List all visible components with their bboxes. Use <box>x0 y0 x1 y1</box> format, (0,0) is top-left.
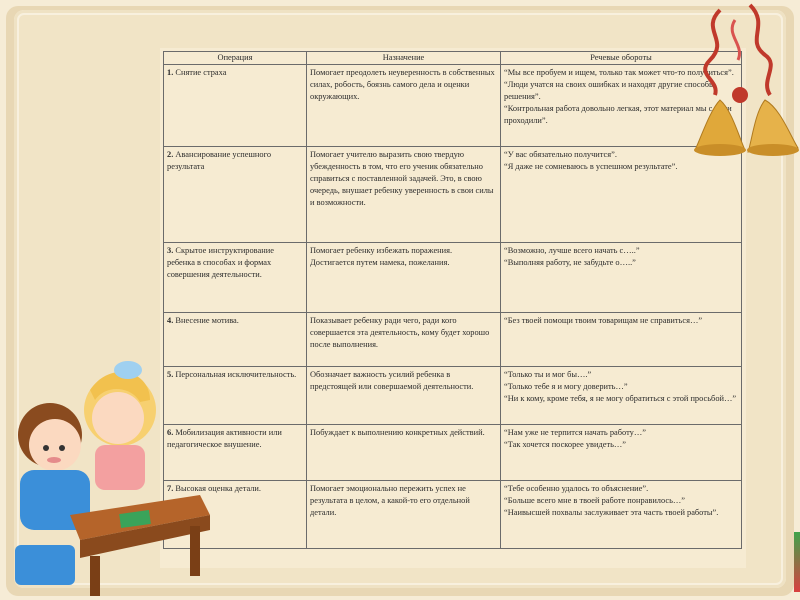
phrase-line: “Люди учатся на своих ошибках и находят другие способы решения”. <box>504 80 715 101</box>
purpose-cell: Помогает учителю выразить свою твердую убежденность в том, что его ученик обязательно справиться с поставленной задачей. Это, в свою очередь, внушает ребенку уверенность в свои силы и возможности. <box>307 147 501 243</box>
phrase-line: “Ни к кому, кроме тебя, я не могу обратиться с этой просьбой…” <box>504 394 737 403</box>
phrase-line: “Так хочется поскорее увидеть…” <box>504 440 627 449</box>
table-row <box>164 313 742 367</box>
phrase-line: “Без твоей помощи твоим товарищам не справиться…” <box>504 316 703 325</box>
phrase-line: “Мы все пробуем и ищем, только так может что-то получиться”. <box>504 68 734 77</box>
header-operation: Операция <box>164 52 307 65</box>
table-row <box>164 367 742 425</box>
table-row <box>164 481 742 549</box>
slide-edge-marker <box>794 532 800 592</box>
phrase-line: “Контрольная работа довольно легкая, этот материал мы с вами проходили”. <box>504 104 732 125</box>
phrase-line: “Возможно, лучше всего начать с…..” <box>504 246 640 255</box>
phrases-cell <box>501 367 742 425</box>
phrase-line: “Выполняя работу, не забудьте о…..” <box>504 258 636 267</box>
phrase-line: “Больше всего мне в твоей работе понравилось…” <box>504 496 686 505</box>
purpose-cell: Помогает ребенку избежать поражения. Достигается путем намека, пожелания. <box>307 243 501 313</box>
operation-name: Персональная исключительность. <box>175 370 297 379</box>
schoolchildren-at-desk-icon <box>0 330 220 600</box>
operation-name: Внесение мотива. <box>175 316 239 325</box>
operation-number: 3. <box>167 246 174 255</box>
operation-name: Высокая оценка детали. <box>175 484 262 493</box>
operation-number: 6. <box>167 428 174 437</box>
phrases-cell <box>501 425 742 481</box>
operations-table <box>163 51 742 549</box>
header-phrases: Речевые обороты <box>501 52 742 65</box>
bells-with-ribbon-icon <box>690 0 800 180</box>
phrase-line: “Нам уже не терпится начать работу…” <box>504 428 646 437</box>
phrase-line: “Только ты и мог бы….” <box>504 370 592 379</box>
purpose-cell: Помогает преодолеть неуверенность в собственных силах, робость, боязнь самого дела и оценки окружающих. <box>307 65 501 147</box>
header-purpose: Назначение <box>307 52 501 65</box>
purpose-cell: Помогает эмоционально пережить успех не результата в целом, а какой-то его отдельной детали. <box>307 481 501 549</box>
phrases-cell <box>501 243 742 313</box>
operation-cell <box>164 243 307 313</box>
table-row <box>164 425 742 481</box>
operation-name: Снятие страха <box>175 68 227 77</box>
purpose-cell: Побуждает к выполнению конкретных действий. <box>307 425 501 481</box>
operation-name: Скрытое инструктирование ребенка в способах и формах совершения деятельности. <box>167 246 274 279</box>
operation-number: 5. <box>167 370 174 379</box>
table-header-row <box>164 52 742 65</box>
phrases-cell <box>501 313 742 367</box>
purpose-cell: Обозначает важность усилий ребенка в предстоящей или совершаемой деятельности. <box>307 367 501 425</box>
operation-cell <box>164 65 307 147</box>
operation-name: Авансирование успешного результата <box>167 150 272 171</box>
operation-number: 1. <box>167 68 174 77</box>
phrase-line: “У вас обязательно получится”. <box>504 150 617 159</box>
phrase-line: “Тебе особенно удалось то объяснение”. <box>504 484 649 493</box>
phrase-line: “Я даже не сомневаюсь в успешном результате”. <box>504 162 678 171</box>
operation-number: 4. <box>167 316 174 325</box>
phrase-line: “Только тебе я и могу доверить…” <box>504 382 628 391</box>
phrases-cell <box>501 481 742 549</box>
operation-name: Мобилизация активности или педагогическое внушение. <box>167 428 282 449</box>
phrase-line: “Наивысшей похвалы заслуживает эта часть твоей работы”. <box>504 508 719 517</box>
operation-number: 2. <box>167 150 174 159</box>
operation-cell <box>164 147 307 243</box>
table-row <box>164 243 742 313</box>
operation-number: 7. <box>167 484 174 493</box>
table-row <box>164 147 742 243</box>
table-row <box>164 65 742 147</box>
purpose-cell: Показывает ребенку ради чего, ради кого совершается эта деятельность, кому будет хорошо после выполнения. <box>307 313 501 367</box>
